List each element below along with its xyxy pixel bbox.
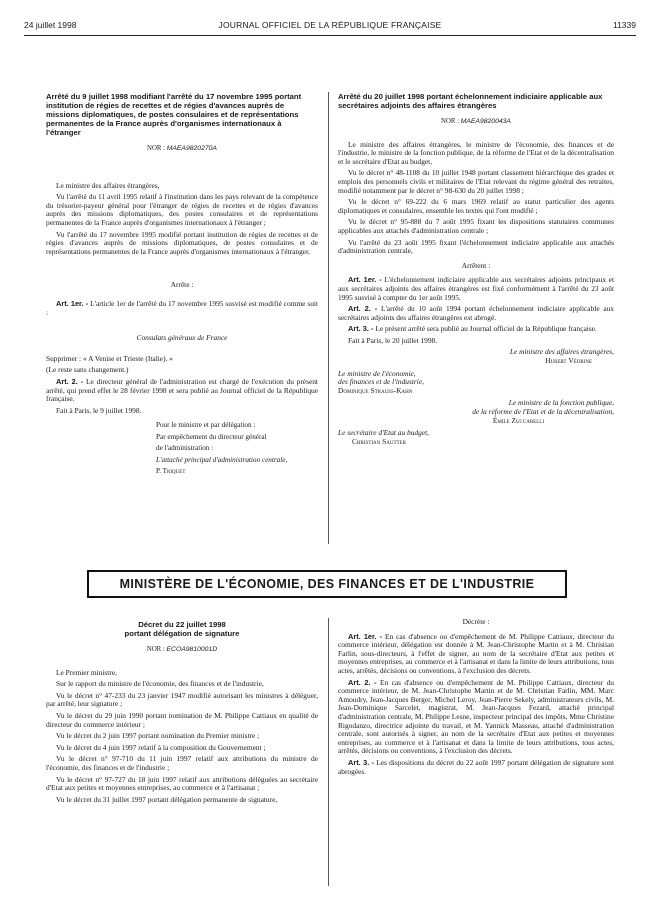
arretent-heading: Arrêtent : [461,260,491,270]
article-1: Art. 1er. - L'échelonnement indiciaire applicable aux secrétaires adjoints principaux et aux secrétaires adjoints des affaires étrangères est fixé conformément à l'arrêté du 23 août 1995 susvisé à compter du 1er août 1995. [338,275,615,302]
paragraph: Vu le décret du 2 juin 1997 portant nomination du Premier ministre ; [56,731,260,741]
paragraph: Vu le décret du 31 juillet 1997 portant délégation permanente de signature, [56,794,278,804]
signatory-name: P. Triquet [156,466,186,475]
signature-zuccarelli: Le ministre de la fonction publique, de la réforme de l'Etat et de la décentralisation, Émile Zuccarelli [472,398,614,425]
running-header [24,20,636,34]
article-1: Art. 1er. - En cas d'absence ou d'empêchement de M. Philippe Cattiaux, directeur du commerce intérieur, délégation est donnée à M. Jean-Christophe Martin et à M. Christian Farlin, sous-directeurs, à l'effet de signer, au nom de la secrétaire d'Etat aux petites et moyennes entreprises, au commerce et à l'artisanat et dans la limite de leurs attributions, tous actes, arrêtés, décisions ou conventions, à l'exclusion des décrets. [338,631,614,675]
consulats-heading: Consulats généraux de France [136,333,228,343]
right-bottom-column [338,618,614,779]
paragraph: Vu l'arrêté du 17 novembre 1995 modifié portant institution de régies de recettes et de régies d'avances auprès de missions diplomatiques, de postes consulaires et de représentations permanentes de la France auprès d'organismes internationaux à l'étranger. [46,229,318,256]
decret-title: Décret du 22 juillet 1998 [138,620,226,629]
paragraph: (Le reste sans changement.) [46,365,129,375]
paragraph: Le ministre des affaires étrangères, le ministre de l'économie, des finances et de l'industrie, le ministre de la fonction publique, de la réforme de l'Etat et de la décentralisation et le secrétaire d'Etat au budget, [338,139,614,166]
paragraph: Sur le rapport du ministre de l'économie, des finances et de l'industrie, [56,679,264,689]
column-separator [328,92,329,544]
article-3: Art. 3. - Le présent arrêté sera publié au Journal officiel de la République française. [348,324,597,334]
arrete-9-juillet-title: Arrêté du 9 juillet 1998 modifiant l'arrêté du 17 novembre 1995 portant institution de régies de recettes et de régies d'avances auprès de missions diplomatiques, de postes consulaires et de représentations permanentes de la France auprès d'organismes internationaux à l'étranger [46,92,302,137]
paragraph: Vu le décret n° 48-1108 du 10 juillet 1948 portant classement hiérarchique des grades et emplois des personnels civils et militaires de l'Etat relevant du régime général des retraites, modifié notamment par le décret n° 98-630 du 20 juillet 1998 ; [338,168,614,195]
article-2: Art. 2. - Le directeur général de l'administration est chargé de l'exécution du présent arrêté, qui prend effet le 28 février 1998 et sera publié au Journal officiel de la République française. [46,376,318,404]
paragraph: Vu le décret n° 97-727 du 18 juin 1997 relatif aux attributions déléguées au secrétaire d'Etat aux petites et moyennes entreprises, au commerce et à l'artisanat ; [46,774,318,793]
paragraph: Vu le décret n° 95-888 du 7 août 1995 fixant les dispositions statutaires communes applicables aux attachés d'administration centrale ; [338,217,614,235]
paragraph: Vu le décret du 4 juin 1997 relatif à la composition du Gouvernement ; [56,742,266,752]
signature-vedrine: Le ministre des affaires étrangères, Hubert Védrine [509,347,614,366]
column-separator [328,618,329,886]
decret-subtitle: portant délégation de signature [124,629,240,638]
header-date: 24 juillet 1998 [24,20,77,30]
signature-sautter: Le secrétaire d'Etat au budget, Christian Sautter [338,428,430,446]
paragraph: Vu le décret n° 69-222 du 6 mars 1969 relatif au statut particulier des agents diplomatiques et consulaires, ensemble les textes qui l'ont modifié ; [338,197,614,215]
paragraph: Vu le décret n° 97-710 du 11 juin 1997 relatif aux attributions du ministre de l'économie, des finances et de l'industrie ; [46,754,318,772]
fait-a-paris: Fait à Paris, le 20 juillet 1998. [348,335,438,345]
paragraph: Le Premier ministre, [56,667,117,677]
header-journal-title: JOURNAL OFFICIEL DE LA RÉPUBLIQUE FRANÇAISE [218,20,442,30]
signature-strauss-kahn: Le ministre de l'économie, des finances et de l'industrie, Dominique Strauss-Kahn [338,368,424,395]
nor-code: ECOA9810001D [166,646,218,653]
fait-a-paris: Fait à Paris, le 9 juillet 1998. [56,405,142,415]
nor-line: NOR : MAEA9820043A [441,118,511,125]
nor-code: MAEA9820043A [460,118,511,125]
ministry-heading: MINISTÈRE DE L'ÉCONOMIE, DES FINANCES ET DE L'INDUSTRIE [87,570,567,598]
paragraph: Vu l'arrêté du 23 août 1995 fixant l'échelonnement indiciaire applicable aux attachés d'administration centrale, [338,237,614,256]
paragraph: Vu le décret n° 47-233 du 23 janvier 1947 modifié autorisant les ministres à déléguer, par arrêté, leur signature ; [46,690,318,709]
decrete-heading: Décrète : [462,617,490,626]
left-bottom-column [46,620,318,807]
paragraph: Supprimer : « A Venise et Trieste (Italie). » [46,353,173,363]
paragraph: Vu le décret du 29 juin 1990 portant nomination de M. Philippe Cattiaux en qualité de directeur du commerce intérieur ; [46,710,318,729]
nor-line: NOR : MAEA9820270A [147,145,217,152]
paragraph: Le ministre des affaires étrangères, [56,180,160,190]
arrete-20-juillet-title: Arrêté du 20 juillet 1998 portant échelonnement indiciaire applicable aux secrétaires adjoints des affaires étrangères [338,92,603,110]
paragraph: Vu l'arrêté du 11 avril 1995 relatif à l'institution dans les pays relevant de la compétence du trésorier-payeur général pour l'étranger de régies de recettes et de régies d'avances auprès des missions diplomatiques, des postes consulaires et de représentations permanentes de la France auprès d'organismes internationaux à l'étranger ; [46,192,318,227]
arrete-heading: Arrête : [170,280,194,290]
article-1: Art. 1er. - L'article 1er de l'arrêté du 17 novembre 1995 susvisé est modifié comme suit : [46,298,318,317]
nor-line: NOR : ECOA9810001D [146,646,218,653]
article-2: Art. 2. - En cas d'absence ou d'empêchement de M. Philippe Cattiaux, directeur du commerce intérieur, de M. Jean-Christophe Martin et de M. Christian Farlin, MM. Marc Amoudry, Jean-Jacques Berger, Michel Leroy, Jean-Pierre Sekely, administrateurs civils, M. Jean-Dominique Sarcelet, magistrat, M. Jean-Jacques Fezard, attaché principal d'administration centrale, M. Philippe Lesne, inspecteur principal des impôts, Mme Christine Rigodanzo, directrice adjointe du travail, et M. Yannick Masseau, attaché d'administration centrale, sont autorisés à signer, au nom de la secrétaire d'Etat aux petites et moyennes entreprises, au commerce et à l'artisanat et dans la limite de leurs attributions, tous actes, arrêtés, décisions ou conventions, à l'exclusion des décrets. [338,677,614,756]
article-2: Art. 2. - L'arrêté du 10 août 1994 portant échelonnement indiciaire applicable aux secrétaires adjoints des affaires étrangères est abrogé. [338,304,614,322]
header-page-number: 11339 [612,20,636,30]
nor-code: MAEA9820270A [166,145,217,152]
right-top-column [338,92,614,446]
article-3: Art. 3. - Les dispositions du décret du 22 août 1997 portant délégation de signature sont abrogées. [338,757,614,776]
header-rule [24,35,636,36]
left-top-column [46,92,318,478]
signature-block: Pour le ministre et par délégation : Par empêchement du directeur général de l'administration : L'attaché principal d'administration centrale, P. Triquet [146,421,318,475]
